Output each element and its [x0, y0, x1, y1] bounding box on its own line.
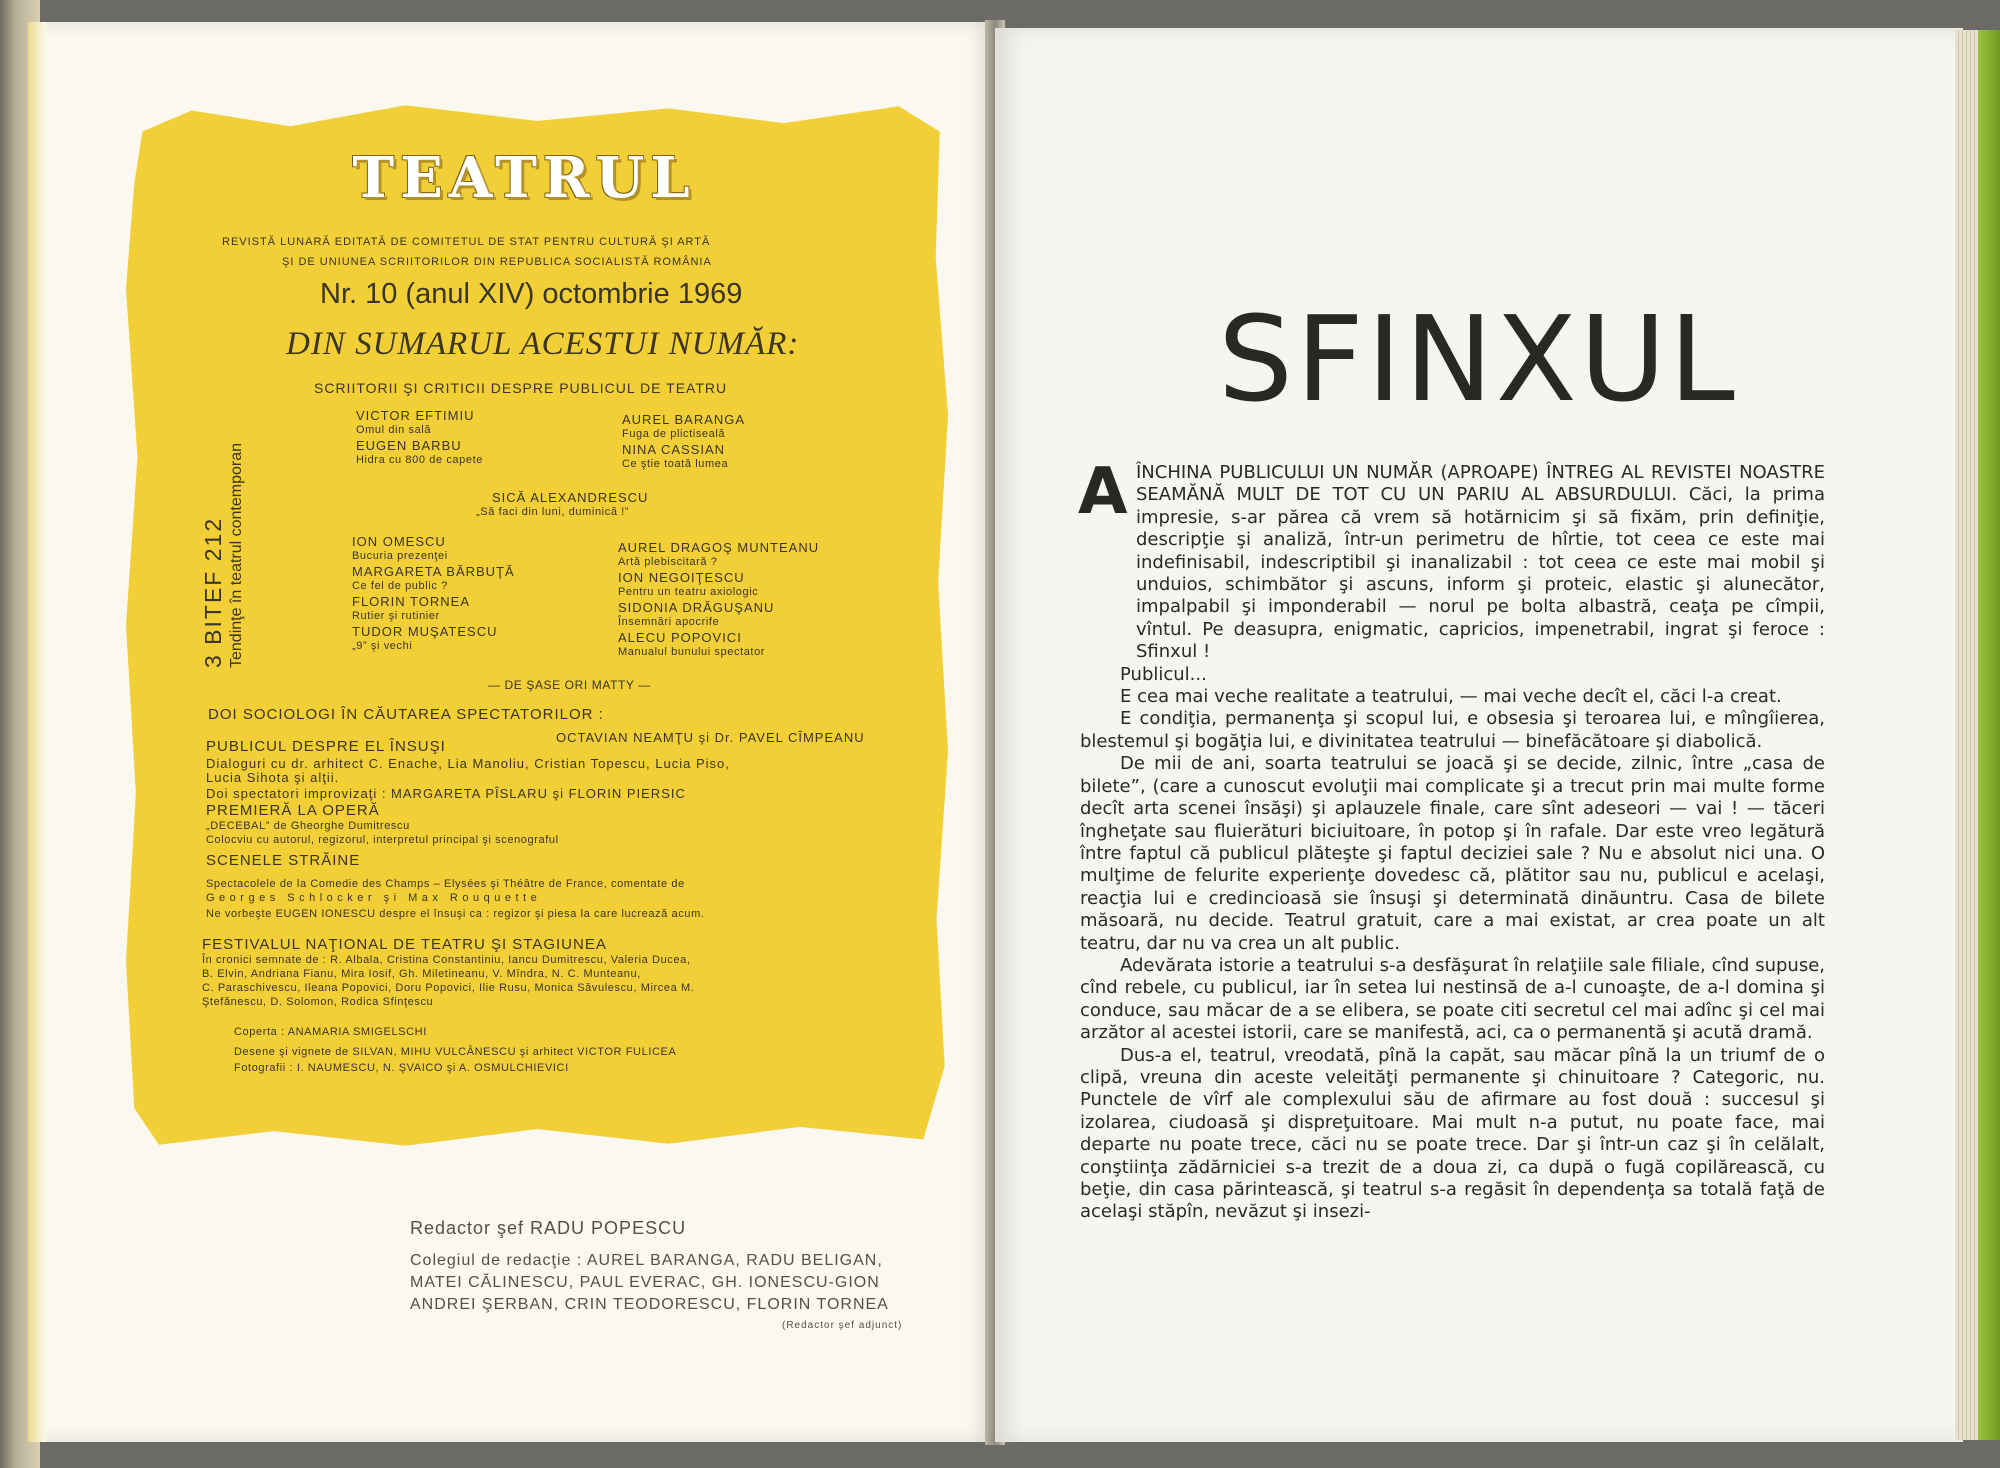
article-title: Ce fel de public ?: [352, 580, 448, 592]
article-paragraph: Dus-a el, teatrul, vreodată, pînă la capăt, sau măcar pînă la un triumf de o clipă, vreuna din aceste veleităţi permanente şi chinuitoare ? Categoric, nu. Punctele de vîrf ale complexului său de afirmare au fost două : succesul şi izolarea, ciudoasă şi dispreţuitoare. Mai mult n-a putut, nu poate face, mai departe nu poate trece, căci nu se poate trece. Dar şi într-un caz şi în celălalt, conştiinţa zădărniciei s-a trezit de a doua zi, ca după o fugă copilărească, cu beţie, din casa părintească, şi teatrul s-a regăsit în dependenţa sa totală faţă de acelaşi stăpîn, nevăzut şi insezi-: [1080, 1044, 1825, 1223]
editorial-board-line-3: ANDREI ŞERBAN, CRIN TEODORESCU, FLORIN TORNEA: [410, 1296, 889, 1313]
summary-title: DIN SUMARUL ACESTUI NUMĂR:: [286, 326, 800, 362]
foreign-stages-title: SCENELE STRĂINE: [206, 852, 361, 869]
cover-credit: Coperta : ANAMARIA SMIGELSCHI: [234, 1026, 427, 1038]
sociologists-names: OCTAVIAN NEAMŢU şi Dr. PAVEL CÎMPEANU: [556, 730, 865, 745]
sociologists-title: DOI SOCIOLOGI ÎN CĂUTAREA SPECTATORILOR :: [208, 706, 604, 723]
issue-number: Nr. 10 (anul XIV) octombrie 1969: [320, 278, 743, 310]
article-title: Bucuria prezenţei: [352, 550, 448, 562]
section-writers-title: SCRIITORII ŞI CRITICII DESPRE PUBLICUL DE TEATRU: [314, 380, 728, 396]
article-title: Pentru un teatru axiologic: [618, 586, 759, 598]
drop-cap-letter: A: [1078, 455, 1128, 529]
article-title: „9” şi vechi: [352, 640, 413, 652]
public-title: PUBLICUL DESPRE EL ÎNSUŞI: [206, 738, 446, 755]
editorial-board-line-1: Colegiul de redacţie : AUREL BARANGA, RADU BELIGAN,: [410, 1252, 883, 1269]
vertical-bitef-label: [170, 78, 245, 668]
center-article-title: „Să faci din luni, duminică !”: [476, 506, 630, 518]
premiere-line-2: Colocviu cu autorul, regizorul, interpretul principal şi scenograful: [206, 834, 559, 846]
article-paragraph: De mii de ani, soarta teatrului se joacă şi se decide, zilnic, între „casa de bilete”, (care a cunoscut evoluţii mai complicate şi a trecut prin mai multe forme decît arta scenei însăşi) şi aplauzele finale, care sînt adeseori — vai ! — tăceri îngheţate sau fluierături biciuitoare, în potop şi în rafale. Dar este vreo legătură între faptul că publicul plăteşte şi faptul deciziei sale ? Nu e absolut nici una. O mulţime de felurite experienţe dovedesc că, plătitor sau nu, publicul e acelaşi, reacţia lui e credincioasă sie însuşi şi determinată dinăuntru. Casa de bilete măsoară, nu decide. Teatrul gratuit, care a mai existat, ar crea poate un alt teatru, dar nu va crea un alt public.: [1080, 753, 1825, 954]
festival-line-4: Ştefănescu, D. Solomon, Rodica Sfinţescu: [202, 996, 434, 1008]
article-title: Ce ştie toată lumea: [622, 458, 729, 470]
foreign-line-1: Spectacolele de la Comedie des Champs – Elysées şi Théâtre de France, comentate de: [206, 878, 685, 890]
article-title: Artă plebiscitară ?: [618, 556, 718, 568]
article-title: Rutier şi rutinier: [352, 610, 440, 622]
drawings-credit: Desene şi vignete de SILVAN, MIHU VULCĂNESCU şi arhitect VICTOR FULICEA: [234, 1046, 677, 1058]
masthead-logo: TEATRUL: [352, 145, 696, 211]
public-line-3: Doi spectatori improvizaţi : MARGARETA PÎSLARU şi FLORIN PIERSIC: [206, 786, 686, 801]
article-paragraph: Publicul...: [1120, 663, 1207, 685]
article-title: Însemnări apocrife: [618, 616, 720, 628]
left-page-edge: [28, 22, 46, 1442]
author: ION NEGOIŢESCU: [618, 570, 745, 585]
festival-line-1: În cronici semnate de : R. Albala, Cristina Constantiniu, Iancu Dumitrescu, Valeria Ducea,: [202, 954, 691, 966]
article-body: [1078, 455, 1825, 1224]
public-line-1: Dialoguri cu dr. arhitect C. Enache, Lia Manoliu, Cristian Topescu, Lucia Piso,: [206, 756, 730, 771]
center-author: SICĂ ALEXANDRESCU: [492, 490, 649, 505]
deputy-editor-note: (Redactor şef adjunct): [782, 1320, 903, 1331]
author: VICTOR EFTIMIU: [356, 408, 475, 423]
author: EUGEN BARBU: [356, 438, 462, 453]
article-title: Omul din sală: [356, 424, 432, 436]
festival-line-2: B. Elvin, Andriana Fianu, Mira Iosif, Gh. Miletineanu, V. Mîndra, N. C. Munteanu,: [202, 968, 641, 980]
article-title: Manualul bunului spectator: [618, 646, 766, 658]
festival-line-3: C. Paraschivescu, Ileana Popovici, Doru Popovici, Ilie Rusu, Monica Săvulescu, Mircea M.: [202, 982, 695, 994]
author: NINA CASSIAN: [622, 442, 726, 457]
article-paragraph: ÎNCHINA PUBLICULUI UN NUMĂR (APROAPE) ÎNTREG AL REVISTEI NOASTRE SEAMĂNĂ MULT DE TOT CU UN PARIU AL ABSURDULUI. Căci, la prima impresie, s-ar părea că vrem să hotărnicim şi să fixăm, prin definiţie, descripţie şi analiză, într-un perimetru de hîrtie, tot ceea ce este mai indefinisabil, indescriptibil şi inanalizabil : tot ceea ce este mai mobil şi unduios, schimbător şi ascuns, inform şi proteic, elastic şi alunecător, impalpabil şi imponderabil — norul pe bolta albastră, ceaţa pe cîmpii, vîntul. Pe deasupra, enigmatic, capricios, impenetrabil, ingrat şi feroce : Sfinxul !: [1136, 462, 1825, 663]
foreign-line-3: Ne vorbeşte EUGEN IONESCU despre el însuşi ca : regizor şi piesa la care lucrează acum.: [206, 908, 705, 920]
author: AUREL DRAGOŞ MUNTEANU: [618, 540, 820, 555]
author: FLORIN TORNEA: [352, 594, 470, 609]
article-title: Fuga de plictiseală: [622, 428, 726, 440]
article-paragraph: Adevărata istorie a teatrului s-a desfăşurat în relaţiile sale filiale, cînd supuse, cînd rebele, cu publicul, iar în setea lui nestinsă de a-l cunoaşte, de a-l domina şi conduce, sau măcar de a se elibera, se poate citi secretul cel mai adînc şi cel mai arzător al acestei istorii, care se manifestă, aci, ca o permanentă şi acută dramă.: [1080, 954, 1825, 1044]
festival-title: FESTIVALUL NAŢIONAL DE TEATRU ŞI STAGIUNEA: [202, 936, 607, 953]
author: SIDONIA DRĂGUŞANU: [618, 600, 775, 615]
vertical-main-text: 3 BITEF 212: [200, 516, 226, 668]
article-paragraph: E condiţia, permanenţa şi scopul lui, e obsesia şi teroarea lui, e mîngîierea, blestemul şi bogăţia lui, e divinitatea teatrului — binefăcătoare şi diabolică.: [1080, 708, 1825, 752]
premiere-title: PREMIERĂ LA OPERĂ: [206, 802, 380, 819]
green-book-edge: [1978, 30, 2000, 1440]
foreign-line-2: Georges Schlocker şi Max Rouquette: [206, 892, 542, 904]
author: ION OMESCU: [352, 534, 446, 549]
photos-credit: Fotografii : I. NAUMESCU, N. ŞVAICO şi A. OSMULCHIEVICI: [234, 1062, 569, 1074]
author: MARGARETA BĂRBUŢĂ: [352, 564, 515, 579]
subtitle-line-2: ŞI DE UNIUNEA SCRIITORILOR DIN REPUBLICA SOCIALISTĂ ROMÂNIA: [282, 256, 712, 268]
premiere-line-1: „DECEBAL” de Gheorghe Dumitrescu: [206, 820, 410, 832]
article-paragraph: E cea mai veche realitate a teatrului, — mai veche decît el, căci l-a creat.: [1120, 686, 1782, 708]
public-line-2: Lucia Sihota şi alţii.: [206, 770, 340, 785]
matty-line: — DE ŞASE ORI MATTY —: [488, 678, 651, 692]
vertical-sub-text: Tendinţe în teatrul contemporan: [228, 442, 245, 668]
author: TUDOR MUŞATESCU: [352, 624, 498, 639]
article-title-sfinxul: SFINXUL: [1218, 290, 1738, 428]
article-title: Hidra cu 800 de capete: [356, 454, 483, 466]
editorial-board-line-2: MATEI CĂLINESCU, PAUL EVERAC, GH. IONESCU-GION: [410, 1274, 880, 1291]
subtitle-line-1: REVISTĂ LUNARĂ EDITATĂ DE COMITETUL DE STAT PENTRU CULTURĂ ŞI ARTĂ: [222, 236, 711, 248]
author: AUREL BARANGA: [622, 412, 746, 427]
author: ALECU POPOVICI: [618, 630, 742, 645]
editor-in-chief: Redactor şef RADU POPESCU: [410, 1218, 687, 1238]
